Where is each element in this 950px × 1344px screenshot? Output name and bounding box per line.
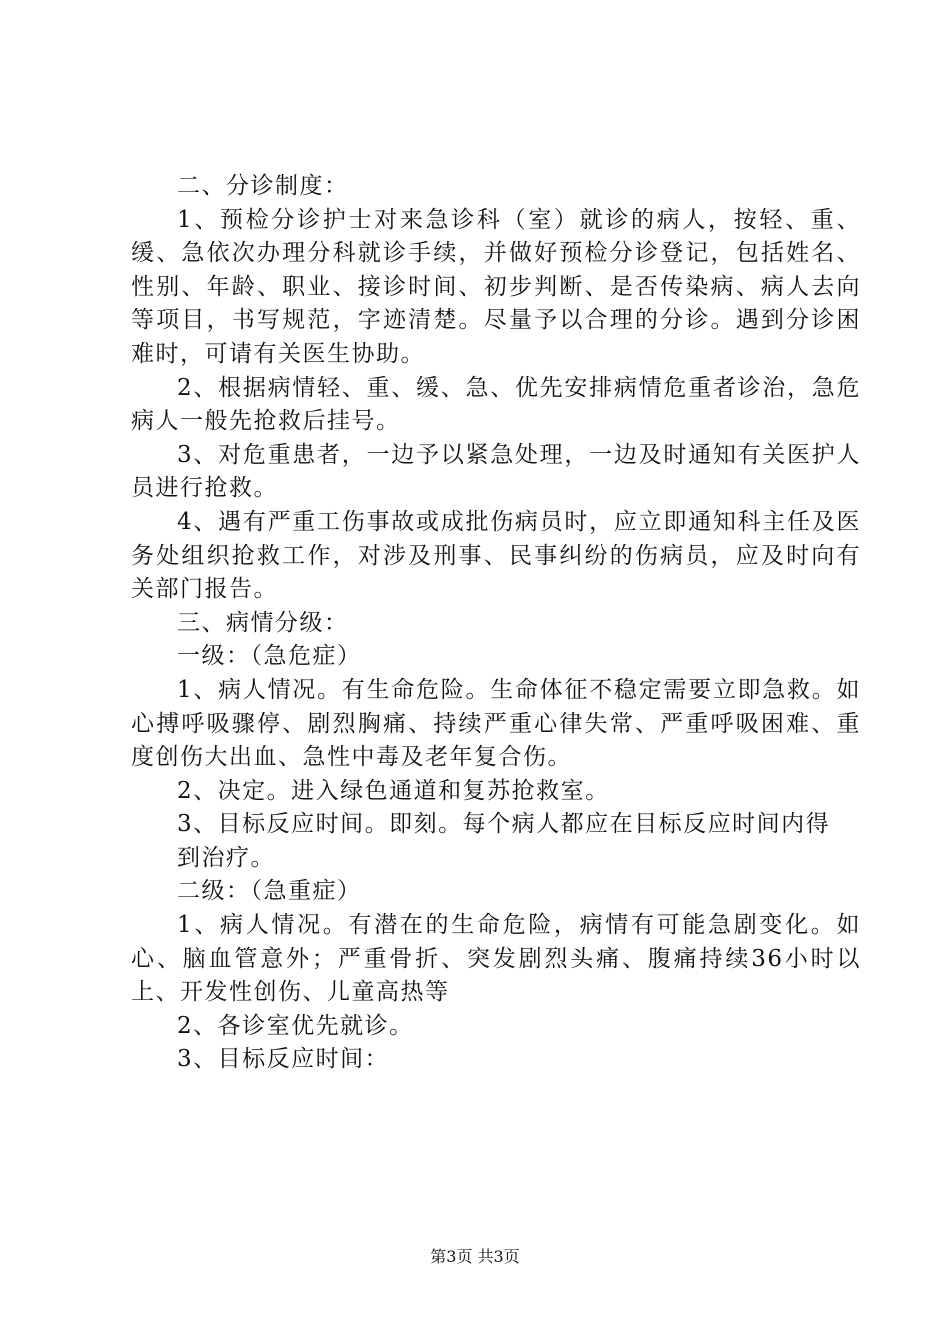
paragraph-level-two-item-3: 3、目标反应时间： [177,1046,390,1073]
paragraph-triage-rule-4: 4、遇有严重工伤事故或成批伤病员时，应立即通知科主任及医务处组织抢救工作，对涉及刑事、民事纠纷的伤病员，应及时向有关部门报告。 [131,508,861,603]
section-heading-severity-levels: 三、病情分级： [177,609,349,636]
paragraph-triage-rule-1: 1、预检分诊护士对来急诊科（室）就诊的病人，按轻、重、缓、急依次办理分科就诊手续，并做好预检分诊登记，包括姓名、性别、年龄、职业、接诊时间、初步判断、是否传染病、病人去向等项目，书写规范，字迹清楚。尽量予以合理的分诊。遇到分诊困难时，可请有关医生协助。 [131,206,861,367]
subheading-level-two: 二级：（急重症） [177,878,362,905]
paragraph-level-two-item-1: 1、病人情况。有潜在的生命危险，病情有可能急剧变化。如心、脑血管意外；严重骨折、突发剧烈头痛、腹痛持续36小时以上、开发性创伤、儿童高热等 [131,912,861,1006]
page-number-footer: 第3页 共3页 [430,1247,520,1266]
paragraph-level-one-item-2: 2、决定。进入绿色通道和复苏抢救室。 [177,777,610,804]
paragraph-level-one-item-3-continued: 到治疗。 [177,844,275,871]
paragraph-triage-rule-3: 3、对危重患者，一边予以紧急处理，一边及时通知有关医护人员进行抢救。 [131,441,861,502]
subheading-level-one: 一级：（急危症） [177,643,362,670]
paragraph-level-one-item-1: 1、病人情况。有生命危险。生命体征不稳定需要立即急救。如心搏呼吸骤停、剧烈胸痛、持续严重心律失常、严重呼吸困难、重度创伤大出血、急性中毒及老年复合伤。 [131,676,861,771]
document-body [131,170,861,1077]
paragraph-level-two-item-2: 2、各诊室优先就诊。 [177,1012,414,1039]
paragraph-triage-rule-2: 2、根据病情轻、重、缓、急、优先安排病情危重者诊治，急危病人一般先抢救后挂号。 [131,374,861,435]
paragraph-level-one-item-3: 3、目标反应时间。即刻。每个病人都应在目标反应时间内得 [177,811,831,838]
section-heading-triage-system: 二、分诊制度： [177,173,349,199]
